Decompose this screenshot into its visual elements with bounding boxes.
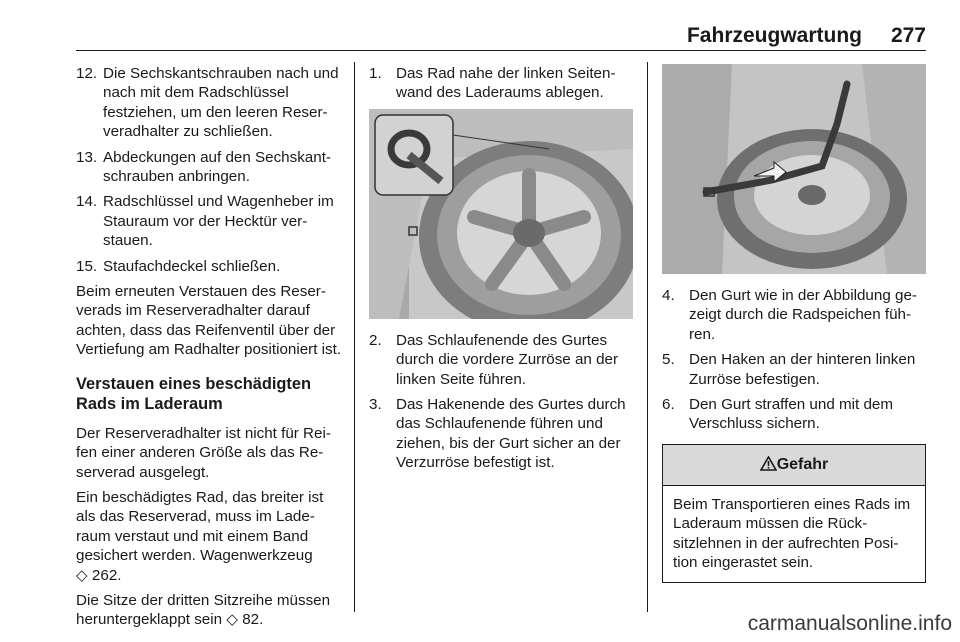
step-text: Staufachdeckel schließen. (103, 257, 281, 275)
step-number: 4. (662, 287, 675, 304)
step-number: 12. (76, 65, 98, 82)
step-text: Das Schlaufenende des Gurtes durch die vordere Zurröse an der linken Seite führen. (396, 331, 619, 388)
section-title: Fahrzeugwartung (686, 24, 862, 47)
column-divider-left (354, 62, 355, 612)
warning-title: Gefahr (776, 455, 829, 473)
step-number: 5. (662, 351, 675, 369)
page-ref-arrow-icon: ◇ (76, 566, 88, 584)
warning-header (663, 445, 925, 486)
step-13 (76, 148, 342, 187)
column-divider-right (647, 62, 648, 612)
valve-paragraph: Beim erneuten Verstauen des Reserverads im Reserveradhalter darauf achten, dass das Reifenventil über der Vertiefung am Radhalter positioniert ist. (76, 283, 342, 359)
step-number: 1. (369, 65, 382, 82)
step-number: 13. (76, 148, 98, 166)
warning-triangle-icon (760, 456, 777, 471)
step-number: 3. (369, 396, 382, 414)
paragraph-text: Ein beschädigtes Rad, das breiter ist als das Reserverad, muss im Laderaum verstaut und mit einem Band gesichert werden. Wagenwerkzeug (76, 488, 324, 565)
step-text: Den Gurt wie in der Abbildung gezeigt durch die Radspeichen führen. (689, 287, 917, 343)
danger-warning-box (662, 444, 926, 584)
middle-column (369, 64, 633, 479)
step-12 (76, 64, 342, 142)
step-6 (662, 395, 926, 434)
header-rule (76, 50, 926, 51)
step-4 (662, 286, 926, 344)
page-reference-link[interactable]: 82. (242, 611, 264, 629)
wheel-hook-illustration (662, 64, 926, 274)
wheel-loop-illustration (369, 109, 633, 319)
warning-body: Beim Transportieren eines Rads im Laderaum müssen die Rücksitzlehnen in der aufrechten Position eingerastet sein. (673, 495, 911, 572)
section-subheading: Verstauen eines beschädigten Rads im Laderaum (76, 374, 312, 413)
page-number: 277 (890, 24, 926, 47)
step-1 (369, 64, 633, 103)
step-text: Abdeckungen auf den Sechskantschrauben anbringen. (103, 148, 331, 186)
page-ref-arrow-icon: ◇ (226, 611, 238, 629)
step-text: Den Haken an der hinteren linken Zurröse befestigen. (689, 351, 916, 388)
illustration-wheel-strap-hook (662, 64, 926, 274)
step-3 (369, 395, 633, 473)
step-text: Das Hakenende des Gurtes durch das Schlaufenende führen und ziehen, bis der Gurt sicher an der Verzurröse befestigt ist. (396, 396, 626, 472)
watermark: carmanualsonline.info (747, 612, 952, 635)
damaged-wheel-paragraph (76, 488, 342, 585)
step-number: 15. (76, 257, 98, 275)
page-reference-link[interactable]: 262. (91, 566, 122, 584)
paragraph-text: Die Sitze der dritten Sitzreihe müssen heruntergeklappt sein (76, 591, 331, 629)
step-5 (662, 350, 926, 389)
illustration-wheel-strap-loop (369, 109, 633, 319)
step-text: Den Gurt straffen und mit dem Verschluss sichern. (689, 396, 894, 433)
step-15 (76, 257, 342, 276)
step-2 (369, 331, 633, 389)
step-number: 2. (369, 331, 382, 349)
left-column (76, 64, 342, 636)
step-14 (76, 192, 342, 250)
step-text: Das Rad nahe der linken Seitenwand des Laderaums ablegen. (396, 65, 616, 102)
right-column (662, 64, 926, 583)
step-number: 6. (662, 396, 675, 414)
seats-paragraph (76, 591, 342, 630)
size-paragraph: Der Reserveradhalter ist nicht für Reifen einer anderen Größe als das Reserverad ausgelegt. (76, 424, 331, 481)
step-number: 14. (76, 193, 98, 211)
step-text: Radschlüssel und Wagenheber im Stauraum vor der Hecktür verstauen. (103, 193, 334, 250)
step-text: Die Sechskantschrauben nach und nach mit dem Radschlüssel festziehen, um den leeren Reserveradhalter zu schließen. (103, 65, 339, 141)
page-header (76, 24, 926, 52)
